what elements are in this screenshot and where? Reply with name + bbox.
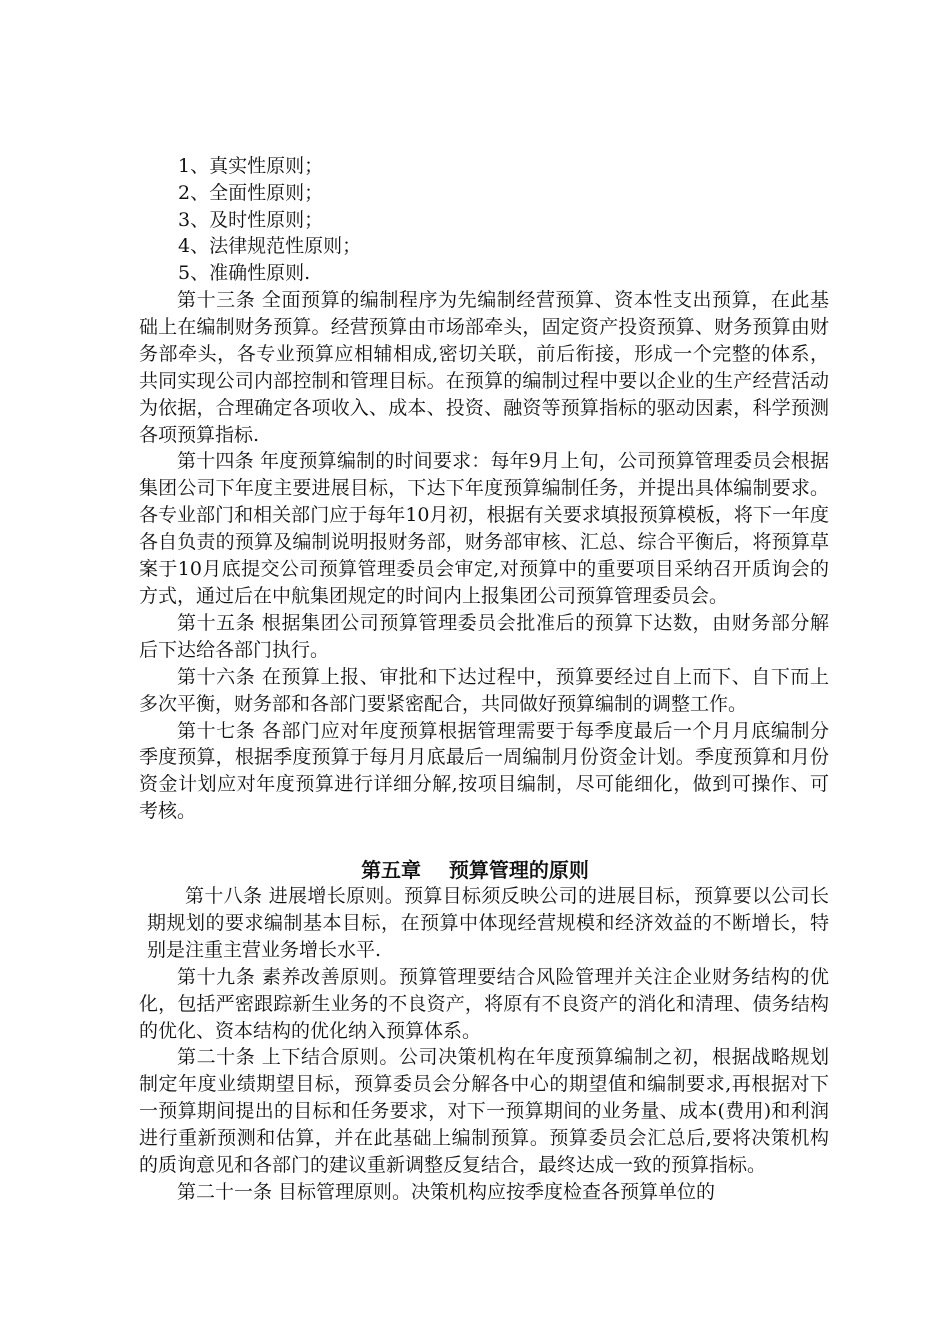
principles-list [178,153,578,287]
articles-after-section [139,883,829,1206]
article-13: 第十三条 全面预算的编制程序为先编制经营预算、资本性支出预算，在此基础上在编制财务预算。经营预算由市场部牵头，固定资产投资预算、财务预算由财务部牵头，各专业预算应相辅相成,密切关联，前后衔接，形成一个完整的体系，共同实现公司内部控制和管理目标。在预算的编制过程中要以企业的生产经营活动为依据，合理确定各项收入、成本、投资、融资等预算指标的驱动因素，科学预测各项预算指标. [139,289,829,446]
article-21: 第二十一条 目标管理原则。决策机构应按季度检查各预算单位的 [177,1180,716,1203]
article-17: 第十七条 各部门应对年度预算根据管理需要于每季度最后一个月月底编制分季度预算，根据季度预算于每月月底最后一周编制月份资金计划。季度预算和月份资金计划应对年度预算进行详细分解,按项目编制，尽可能细化，做到可操作、可考核。 [139,719,829,823]
list-item: 5、准确性原则. [178,262,311,285]
article-14: 第十四条 年度预算编制的时间要求：每年9月上旬，公司预算管理委员会根据集团公司下年度主要进展目标，下达下年度预算编制任务，并提出具体编制要求。各专业部门和相关部门应于每年10月初，根据有关要求填报预算模板，将下一年度各自负责的预算及编制说明报财务部，财务部审核、汇总、综合平衡后，将预算草案于10月底提交公司预算管理委员会审定,对预算中的重要项目采纳召开质询会的方式，通过后在中航集团规定的时间内上报集团公司预算管理委员会。 [139,450,829,607]
article-18: 第十八条 进展增长原则。预算目标须反映公司的进展目标，预算要以公司长期规划的要求编制基本目标，在预算中体现经营规模和经济效益的不断增长，特别是注重主营业务增长水平. [147,885,829,961]
article-15: 第十五条 根据集团公司预算管理委员会批准后的预算下达数，由财务部分解后下达给各部门执行。 [139,611,829,661]
list-item: 1、真实性原则； [178,155,324,177]
list-item: 4、法律规范性原则； [178,235,362,258]
list-item: 2、全面性原则； [178,181,324,204]
articles-before-section [139,287,829,825]
article-19: 第十九条 素养改善原则。预算管理要结合风险管理并关注企业财务结构的优化，包括严密跟踪新生业务的不良资产，将原有不良资产的消化和清理、债务结构的优化、资本结构的优化纳入预算体系。 [139,965,829,1042]
article-16: 第十六条 在预算上报、审批和下达过程中，预算要经过自上而下、自下而上多次平衡，财务部和各部门要紧密配合，共同做好预算编制的调整工作。 [139,665,829,715]
list-item: 3、及时性原则； [178,208,324,231]
article-20: 第二十条 上下结合原则。公司决策机构在年度预算编制之初，根据战略规划制定年度业绩期望目标，预算委员会分解各中心的期望值和编制要求,再根据对下一预算期间提出的目标和任务要求，对下一预算期间的业务量、成本(费用)和利润进行重新预测和估算，并在此基础上编制预算。预算委员会汇总后,要将决策机构的质询意见和各部门的建议重新调整反复结合，最终达成一致的预算指标。 [139,1046,829,1177]
chapter-title: 第五章 预算管理的原则 [361,858,589,882]
